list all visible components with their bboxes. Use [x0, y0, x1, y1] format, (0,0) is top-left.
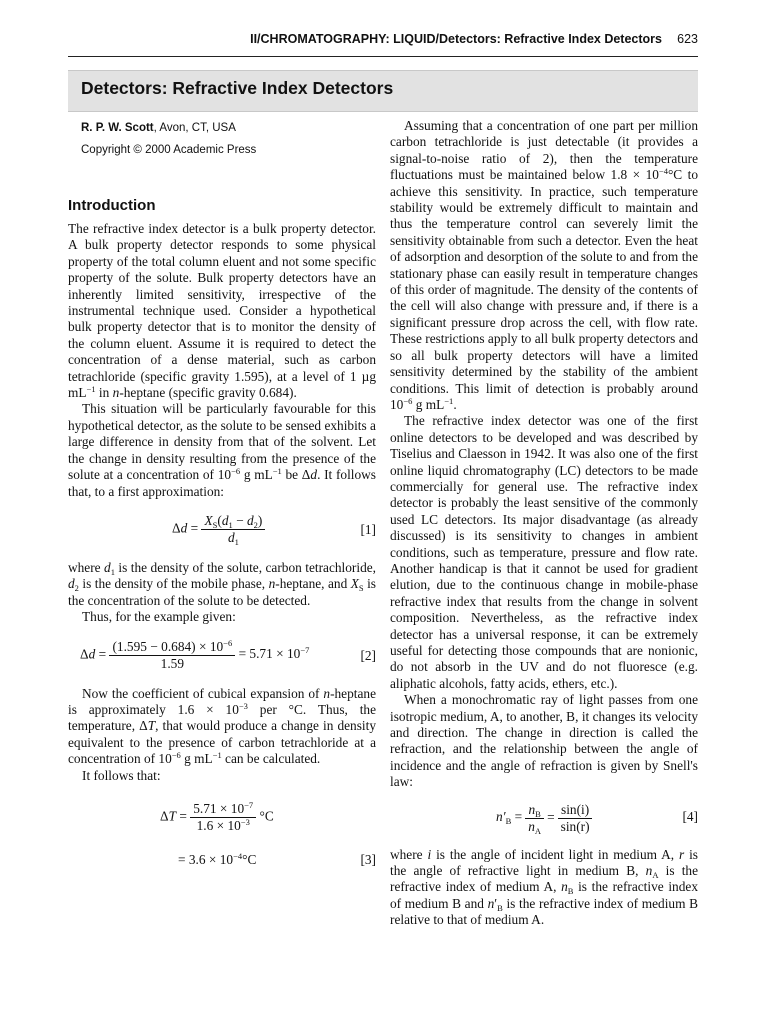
equation-4: $n'_B$ = $\frac{n_B}{n_A}$ = $\frac{\sin(i)}{\sin(r)}$ [4]: [496, 801, 698, 836]
eq3-unit: °C: [259, 808, 274, 824]
left-column: [68, 118, 376, 878]
paragraph: The refractive index detector is a bulk property detector. A bulk property detector responds to some physical property of the total column eluent and not some specific property of the solute. Bulk property detectors have an inherently limited sensitivity, irrespective of the instrumental technique used. Consider a hypothetical bulk property detector that is to monitor the density of the column eluent. Assume it is required to detect the concentration of a dense material, such as carbon tetrachloride (specific gravity 1.595), at a level of 1 µg $mL^{-1}$ in n-heptane (specific gravity 0.684).: [68, 221, 376, 401]
author-affiliation: , Avon, CT, USA: [153, 122, 236, 134]
equation-label: [4]: [682, 808, 698, 824]
paragraph: The refractive index detector was one of the first online detectors to be developed and was described by Tiselius and Claesson in 1942. It was also one of the first online liquid chromatography (LC) detectors to be made commercially for general use. The refractive index detector is probably the least sensitive of the commonly used LC detectors. Its major disadvantage (as already discussed) is its sensitivity to changes in ambient conditions, such as temperature, pressure and flow rate. Another handicap is that it cannot be used for gradient elution, due to the continuous change in mobile-phase refractive index that results from the change in solvent composition. Nevertheless, as the refractive index detector has a universal response, it can be extremely useful for detecting those compounds that are nonionic, do not absorb in the UV and do not fluoresce (e.g. aliphatic alcohols, fatty acids, ethers, etc.).: [390, 413, 698, 691]
right-column: [390, 118, 698, 929]
eq3-fraction: $\frac{5.71 \times 10^{-7}}{1.6 \times 10^{-3}}$: [190, 802, 256, 833]
paragraph: It follows that:: [82, 767, 161, 783]
eq4-fraction-1: $\frac{n_B}{n_A}$: [525, 803, 543, 834]
eq1-lhs: Δd =: [172, 520, 199, 536]
eq1-fraction: $\frac{X_S(d_1 - d_2)}{d_1}$: [201, 514, 265, 545]
equation-3: [68, 794, 376, 846]
header-rule: [68, 56, 698, 57]
paragraph: where $d_1$ is the density of the solute, carbon tetrachloride, $d_2$ is the density of the mobile phase, n-heptane, and $X_S$ is the concentration of the solute to be detected.: [68, 559, 376, 608]
page-number: 623: [677, 32, 698, 46]
paragraph: Thus, for the example given:: [82, 609, 236, 625]
eq3-lhs: ΔT =: [160, 808, 187, 824]
eq4-fraction-2: $\frac{\sin(i)}{\sin(r)}$: [558, 803, 592, 834]
paragraph: Now the coefficient of cubical expansion of n-heptane is approximately $1.6 \times 10^{-3}$ per °C. Thus, the temperature, ΔT, that would produce a change in density equivalent to the presence of carbon tetrachloride at a concentration of $10^{-6}$ g $mL^{-1}$ can be calculated.: [68, 685, 376, 767]
eq2-lhs: Δd =: [80, 646, 107, 662]
equation-label: [1]: [360, 521, 376, 537]
copyright: Copyright © 2000 Academic Press: [81, 144, 257, 156]
equation-1: [68, 506, 376, 554]
byline: [81, 121, 376, 135]
title-bar: [68, 70, 698, 112]
paragraph: When a monochromatic ray of light passes from one isotropic medium, A, to another, B, it changes its velocity and direction. The change in direction is called the refraction, and the relationship between the angle of incidence and the angle of refraction is given by Snell's law:: [390, 692, 698, 790]
section-heading: Introduction: [68, 197, 156, 214]
eq4-lhs: $n'_B$ =: [496, 809, 523, 827]
paragraph: This situation will be particularly favourable for this hypothetical detector, as the solute to be sensed exhibits a large difference in density from that of the solvent. Let the change in density resulting from the presence of the solute at a concentration of $10^{-6}$ g $mL^{-1}$ be Δd. It follows that, to a first approximation:: [68, 401, 376, 499]
equation-2: [68, 632, 376, 680]
equation-label: [3]: [360, 851, 376, 867]
eq2-fraction: $\frac{(1.595 - 0.684) \times 10^{-6}}{1.59}$: [109, 640, 235, 671]
running-head: [60, 32, 698, 50]
running-title: II/CHROMATOGRAPHY: LIQUID/Detectors: Refractive Index Detectors: [250, 32, 662, 46]
article-title: Detectors: Refractive Index Detectors: [81, 78, 394, 98]
eq2-rhs: = $5.71 \times 10^{-7}$: [238, 645, 310, 662]
author-name: R. P. W. Scott: [81, 122, 154, 134]
paragraph: where i is the angle of incident light in medium A, r is the angle of refractive light in medium B, $n_A$ is the refractive index of medium A, $n_B$ is the refractive index of medium B and $n'_B$ is the refractive index of medium B relative to that of medium A.: [390, 846, 699, 928]
equation-3-line2: = $3.6 \times 10^{-4}^\circ C$ [3]: [178, 850, 376, 867]
paragraph: Assuming that a concentration of one part per million carbon tetrachloride is just detectable (it provides a signal-to-noise ratio of 2), then the temperature fluctuations must be maintained below $1.8 \times 10^{-4}^\circ C$ to achieve this sensitivity. In practice, such temperature stability would be extremely difficult to maintain and thus the temperature control can severely limit the sensitivity obtainable from such a detector. Even the heat of adsorption and desorption of the solute to and from the stationary phase can easily result in temperature changes of this order of magnitude. The density of the contents of the cell will also change with pressure and, if there is a significant pressure drop across the cell, with flow rate. These restrictions apply to all bulk property detectors and so all bulk property detectors will have a limited sensitivity determined by the stability of the ambient conditions. This limit of detection is probably around $10^{-6}$ g $mL^{-1}$.: [390, 118, 699, 412]
equation-label: [2]: [360, 647, 376, 663]
